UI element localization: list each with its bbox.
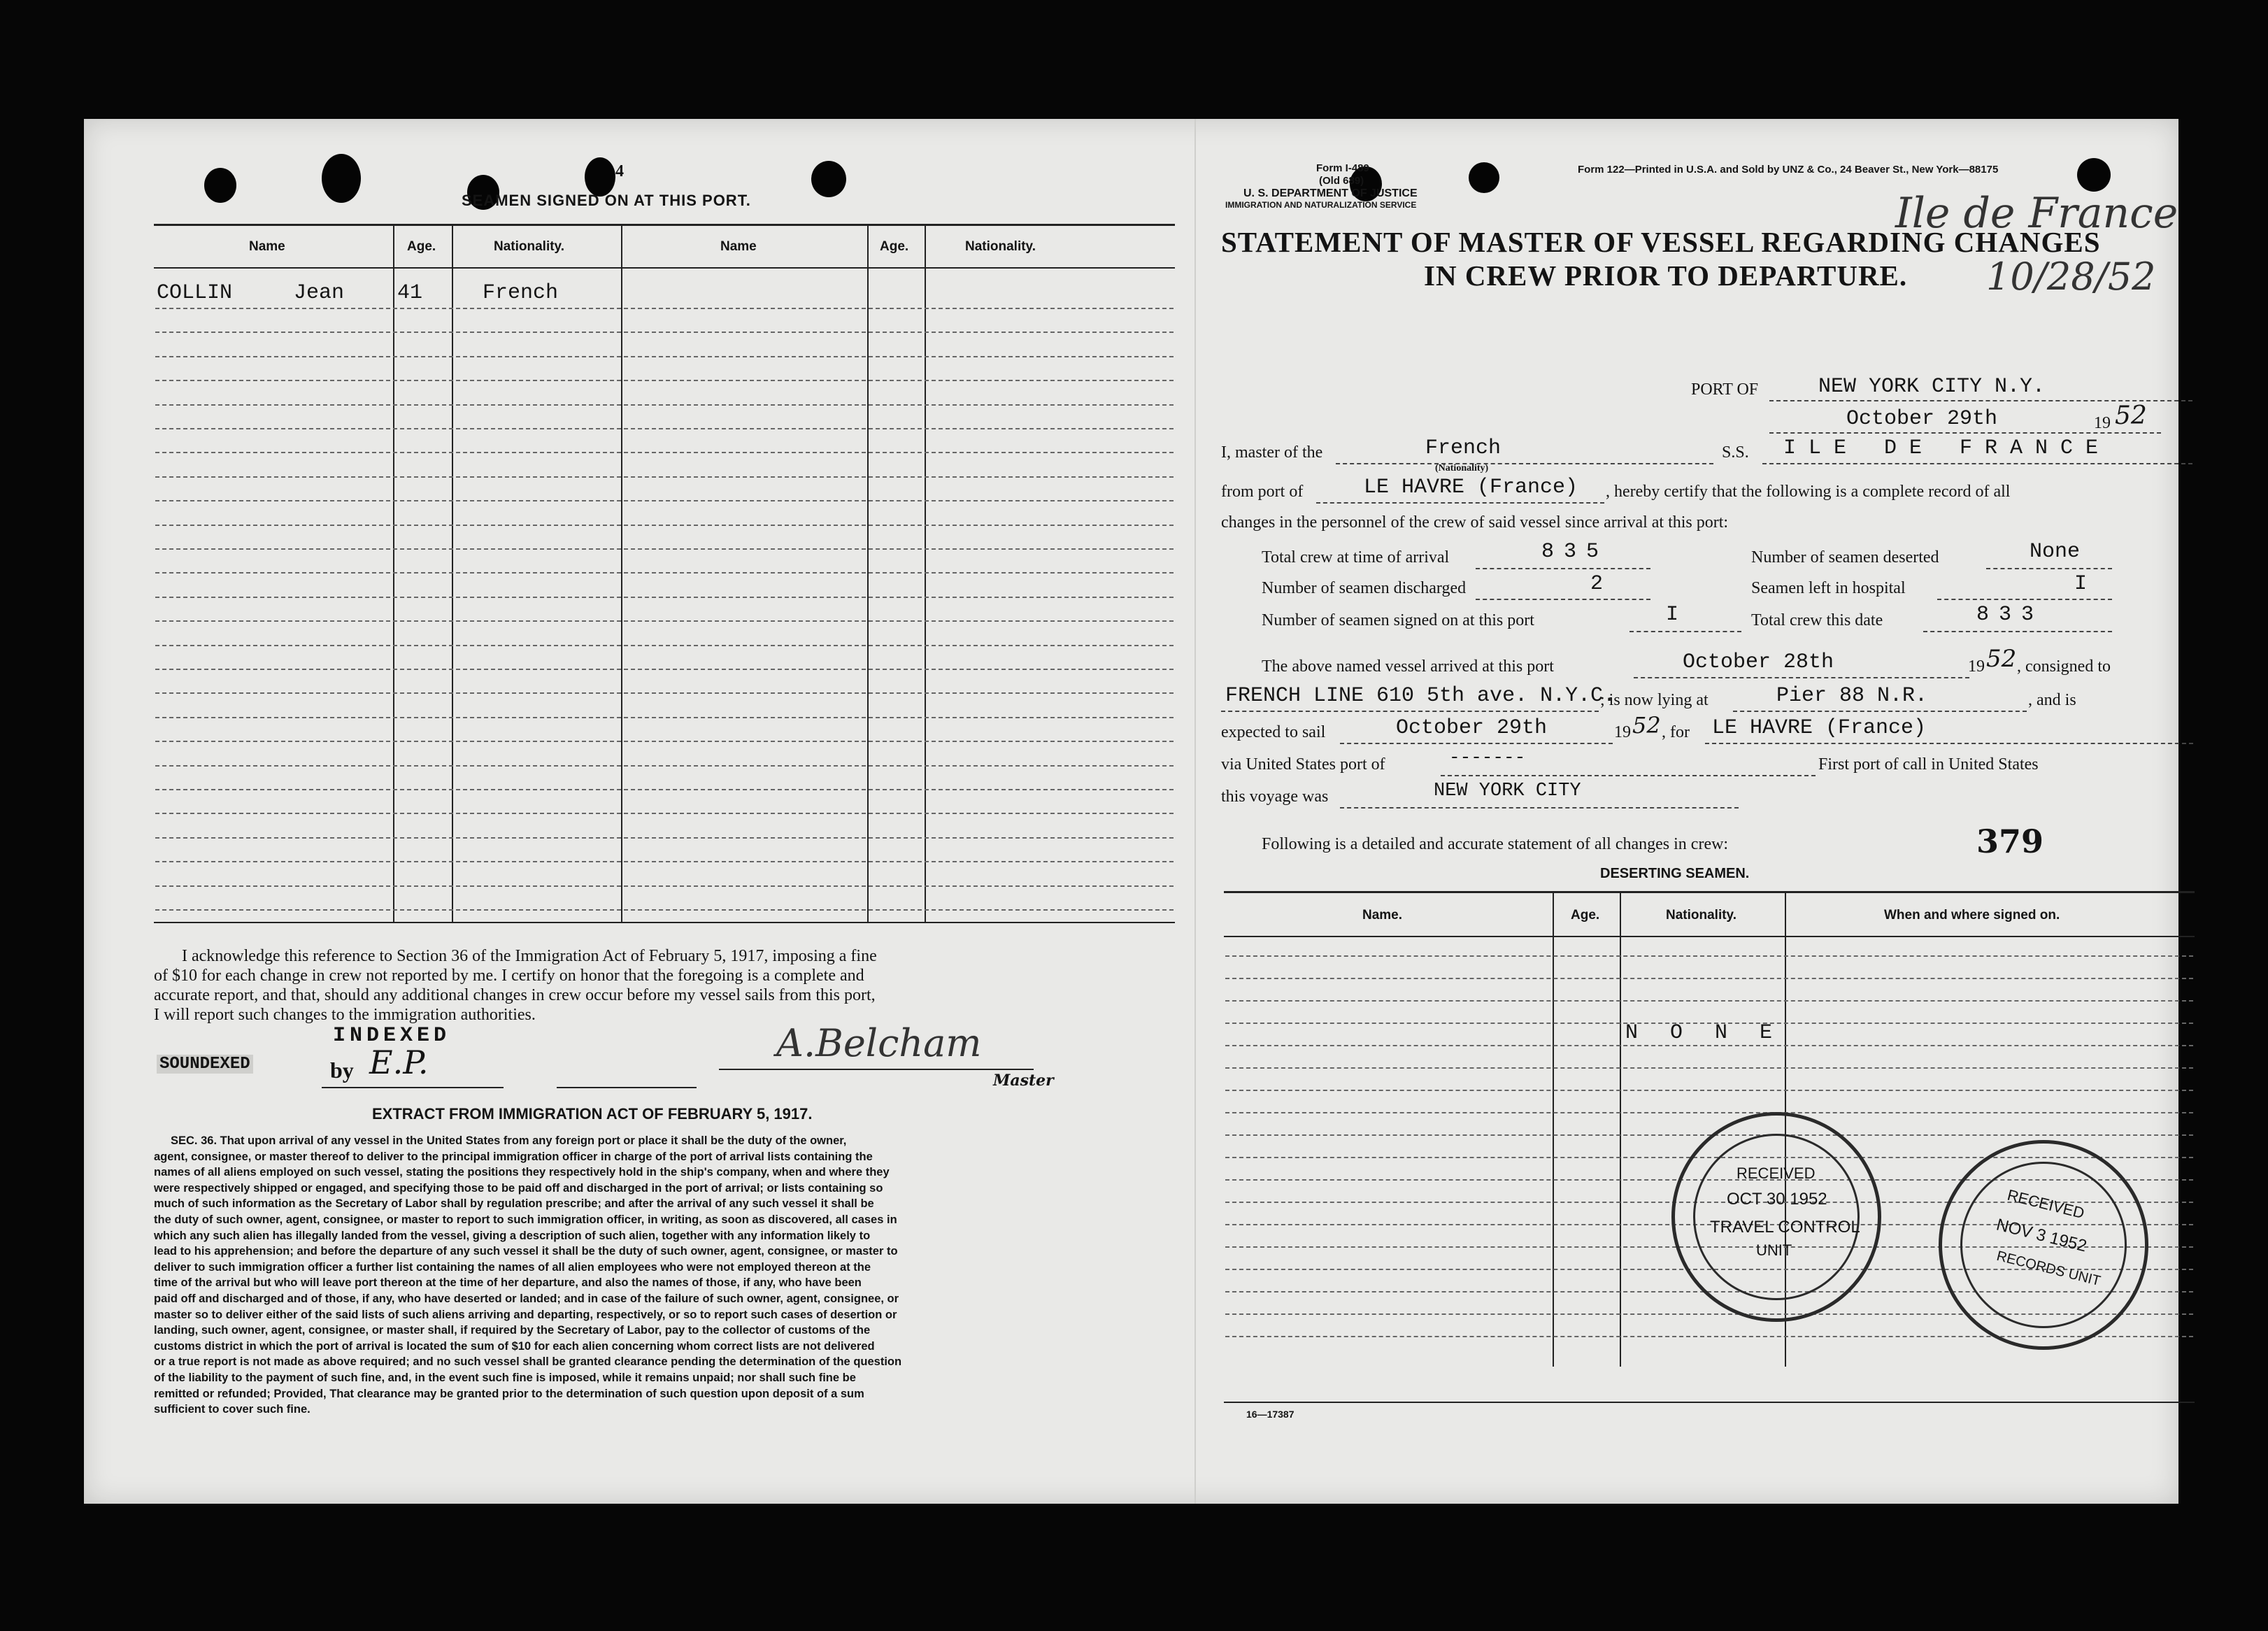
- soundexed-stamp: SOUNDEXED: [157, 1055, 253, 1074]
- punch-hole: [204, 168, 236, 203]
- ack-line: accurate report, and that, should any additional changes in crew occur before my vessel sails from this port,: [154, 986, 876, 1004]
- ack-line: I acknowledge this reference to Section 36 of the Immigration Act of February 5, 1917, imposing a fine: [182, 947, 877, 965]
- voyage-label: this voyage was: [1221, 788, 1329, 806]
- ack-line: of $10 for each change in crew not reported by me. I certify on honor that the foregoing is a complete and: [154, 967, 864, 985]
- signed-on-value: I: [1666, 603, 1679, 627]
- arrived-label: The above named vessel arrived at this port: [1262, 657, 1554, 676]
- total-crew-date-value: 833: [1976, 603, 2044, 627]
- form-title-line2: IN CREW PRIOR TO DEPARTURE.: [1424, 259, 1908, 292]
- table-row: [155, 500, 1174, 501]
- following-label: Following is a detailed and accurate statement of all changes in crew:: [1262, 835, 1729, 853]
- table-row: [155, 645, 1174, 646]
- col-header-nationality: Nationality.: [494, 239, 564, 254]
- table-row: [1225, 1090, 2193, 1091]
- seaman-nationality: French: [483, 281, 559, 305]
- voyage-value: NEW YORK CITY: [1434, 781, 1581, 802]
- deserting-col-name: Name.: [1362, 908, 1403, 923]
- expected-year-prefix: 19: [1614, 723, 1631, 741]
- ack-line: I will report such changes to the immigration authorities.: [154, 1006, 536, 1024]
- consigned-label: , consigned to: [2017, 657, 2111, 676]
- table-row: [1225, 1067, 2193, 1069]
- table-row: [155, 885, 1174, 887]
- total-crew-date-label: Total crew this date: [1751, 611, 1883, 629]
- ship-nationality: French: [1425, 436, 1502, 460]
- table-row: [155, 476, 1174, 478]
- arrived-year: 52: [1986, 645, 2017, 673]
- extract-line: were respectively shipped or engaged, and specifying those to be paid off and discharged in the port of arrival; or lists containing so: [154, 1181, 883, 1195]
- arrived-year-prefix: 19: [1968, 657, 1985, 676]
- table-row: [155, 525, 1174, 526]
- received-stamp-travel-control: RECEIVED OCT 30 1952 TRAVEL CONTROL UNIT: [1671, 1112, 1881, 1322]
- table-row: [155, 380, 1174, 381]
- extract-line: or a true report is not made as above required; and no such vessel shall be granted clearance pending the determination of the question: [154, 1355, 902, 1369]
- nationality-caption: (Nationality): [1435, 463, 1489, 473]
- col-header-age: Age.: [407, 239, 436, 254]
- extract-line: agent, consignee, or master thereof to deliver to the principal immigration officer in charge of the port of arrival lists containing the: [154, 1150, 873, 1163]
- master-label: Master: [993, 1071, 1054, 1090]
- by-initials: E.P.: [369, 1044, 429, 1081]
- seaman-surname: COLLIN: [157, 281, 233, 305]
- left-page-number: 4: [615, 162, 624, 180]
- table-row: [155, 837, 1174, 839]
- punch-hole: [811, 161, 846, 197]
- from-port-label: from port of: [1221, 483, 1304, 501]
- deserting-title: DESERTING SEAMEN.: [1600, 866, 1750, 881]
- table-row: [1225, 1045, 2193, 1046]
- table-row: [155, 813, 1174, 814]
- form-title-line1: STATEMENT OF MASTER OF VESSEL REGARDING CHANGES: [1221, 226, 2101, 258]
- changes-text: changes in the personnel of the crew of said vessel since arrival at this port:: [1221, 513, 1729, 532]
- extract-line: sufficient to cover such fine.: [154, 1403, 311, 1416]
- table-row: [155, 404, 1174, 406]
- department-name: U. S. DEPARTMENT OF JUSTICE: [1243, 187, 1418, 199]
- printer-note: Form 122—Printed in U.S.A. and Sold by UNZ & Co., 24 Beaver St., New York—88175: [1578, 164, 1999, 176]
- page-number-handwritten: 379: [1976, 822, 2044, 860]
- deserted-label: Number of seamen deserted: [1751, 548, 1939, 567]
- ss-label: S.S.: [1722, 443, 1749, 462]
- master-signature: A.Belcham: [776, 1021, 982, 1065]
- extract-line: time of the arrival but who will leave port thereon at the time of her departure, and also the names of those, if any, who have been: [154, 1276, 862, 1290]
- punch-hole: [585, 157, 615, 197]
- extract-line: which any such alien has illegally landed from the vessel, giving a description of such alien, together with any information likely to: [154, 1229, 871, 1242]
- consignee-value: FRENCH LINE 610 5th ave. N.Y.C.: [1225, 684, 1616, 708]
- port-of-label: PORT OF: [1691, 380, 1759, 399]
- extract-line: much of such information as the Secretary of Labor shall by regulation prescribe; and after the arrival of any such vessel it shall be: [154, 1197, 874, 1211]
- table-row: [155, 692, 1174, 694]
- statement-year-prefix: 19: [2094, 414, 2111, 432]
- table-row: [1225, 1112, 2193, 1113]
- page-fold: [1194, 119, 1196, 1504]
- form-old-number: (Old 689): [1319, 175, 1364, 187]
- certify-text: , hereby certify that the following is a complete record of all: [1606, 483, 2011, 501]
- lying-value: Pier 88 N.R.: [1776, 684, 1928, 708]
- table-row: [155, 789, 1174, 790]
- table-row: [1225, 1000, 2193, 1002]
- extract-line: the duty of such owner, agent, consignee, or master to report to such immigration officer, in writing, as soon as discovered, all cases in: [154, 1213, 897, 1226]
- from-port-value: LE HAVRE (France): [1364, 476, 1578, 499]
- table-row: [1225, 1023, 2193, 1024]
- punch-hole: [2077, 158, 2111, 192]
- left-page-title: SEAMEN SIGNED ON AT THIS PORT.: [462, 192, 751, 209]
- col-header-name-2: Name: [720, 239, 757, 254]
- total-crew-arrival-label: Total crew at time of arrival: [1262, 548, 1450, 567]
- statement-date: October 29th: [1846, 407, 1998, 431]
- table-row: [1225, 955, 2193, 957]
- port-of-value: NEW YORK CITY N.Y.: [1818, 375, 2046, 399]
- extract-line: master so to deliver either of the said lists of such aliens arriving and departing, respectively, or so to report such cases of desertion or: [154, 1308, 897, 1321]
- expected-year: 52: [1632, 712, 1661, 739]
- extract-line: deliver to such immigration officer a further list containing the names of all alien employees who were not employed thereon at the: [154, 1260, 871, 1274]
- table-row: [155, 861, 1174, 862]
- discharged-value: 2: [1590, 572, 1604, 596]
- signed-on-label: Number of seamen signed on at this port: [1262, 611, 1534, 629]
- table-row: [155, 669, 1174, 670]
- table-row: [1225, 978, 2193, 979]
- by-label: by: [330, 1057, 354, 1083]
- extract-line: landing, such owner, agent, consignee, or master shall, if required by the Secretary of Labor, pay to the collector of customs of the: [154, 1324, 871, 1337]
- via-label: via United States port of: [1221, 755, 1385, 774]
- total-crew-arrival-value: 835: [1541, 540, 1609, 564]
- service-name: IMMIGRATION AND NATURALIZATION SERVICE: [1225, 200, 1417, 210]
- table-row: [155, 428, 1174, 429]
- lying-label: ; is now lying at: [1600, 691, 1709, 709]
- expected-label: expected to sail: [1221, 723, 1326, 741]
- extract-line: SEC. 36. That upon arrival of any vessel in the United States from any foreign port or place it shall be the duty of the owner,: [171, 1134, 847, 1147]
- table-row: [155, 548, 1174, 550]
- statement-year: 52: [2115, 401, 2147, 430]
- received-stamp-records-unit: RECEIVED NOV 3 1952 RECORDS UNIT: [1939, 1140, 2148, 1350]
- table-row: [155, 452, 1174, 453]
- for-label: , for: [1662, 723, 1690, 741]
- col-header-nationality-2: Nationality.: [965, 239, 1036, 254]
- table-row: [155, 597, 1174, 598]
- table-row: [155, 620, 1174, 622]
- hospital-value: I: [2074, 572, 2088, 596]
- deserting-col-signed-on: When and where signed on.: [1884, 908, 2060, 923]
- table-row: [155, 308, 1174, 309]
- table-row: [155, 332, 1174, 333]
- deserted-value: None: [2030, 540, 2081, 564]
- for-value: LE HAVRE (France): [1712, 716, 1927, 740]
- footer-code: 16—17387: [1246, 1409, 1295, 1420]
- none-entry: N O N E: [1625, 1021, 1783, 1045]
- document-sheet: [84, 119, 2178, 1504]
- table-row: [155, 572, 1174, 574]
- extract-line: names of all aliens employed on such vessel, stating the positions they respectively hold in the ship's company, when and where they: [154, 1166, 890, 1179]
- and-is-label: , and is: [2028, 691, 2076, 709]
- table-row: [155, 741, 1174, 742]
- extract-line: of the liability to the payment of such fine, and, in the event such fine is imposed, while it remains unpaid; nor shall such fine be: [154, 1372, 856, 1384]
- extract-line: paid off and discharged and of those, if any, who have deserted or landed; and in case of the failure of such owner, agent, consignee, or: [154, 1292, 899, 1305]
- expected-value: October 29th: [1396, 716, 1548, 740]
- col-header-name: Name: [249, 239, 285, 254]
- seaman-given-name: Jean: [294, 281, 345, 305]
- table-row: [155, 717, 1174, 718]
- col-header-age-2: Age.: [880, 239, 909, 254]
- deserting-col-nationality: Nationality.: [1666, 908, 1736, 923]
- punch-hole: [1469, 162, 1499, 193]
- ship-name: ILE DE FRANCE: [1783, 436, 2111, 460]
- punch-hole: [322, 154, 361, 203]
- form-number: Form I-489: [1316, 162, 1369, 174]
- extract-title: EXTRACT FROM IMMIGRATION ACT OF FEBRUARY 5, 1917.: [372, 1105, 813, 1123]
- first-port-label: First port of call in United States: [1818, 755, 2039, 774]
- via-value: -------: [1449, 747, 1526, 768]
- hospital-label: Seamen left in hospital: [1751, 579, 1906, 597]
- extract-line: lead to his apprehension; and before the departure of any such vessel it shall be the duty of such owner, agent, consignee, or master to: [154, 1245, 898, 1258]
- extract-line: customs district in which the port of arrival is located the sum of $10 for each alien concerning whom correct lists are not delivered: [154, 1339, 875, 1353]
- table-row: [155, 356, 1174, 357]
- master-of-label: I, master of the: [1221, 443, 1323, 462]
- extract-line: remitted or refunded; Provided, That clearance may be granted prior to the determination of such question upon deposit of a sum: [154, 1387, 864, 1400]
- table-row: [155, 765, 1174, 767]
- indexed-stamp: INDEXED: [333, 1024, 451, 1048]
- discharged-label: Number of seamen discharged: [1262, 579, 1467, 597]
- handwritten-date: 10/28/52: [1986, 255, 2156, 299]
- seaman-age: 41: [397, 281, 423, 305]
- table-row: [155, 909, 1174, 911]
- arrived-value: October 28th: [1683, 650, 1834, 674]
- deserting-col-age: Age.: [1571, 908, 1600, 923]
- handwritten-ship-name: Ile de France: [1895, 189, 2178, 238]
